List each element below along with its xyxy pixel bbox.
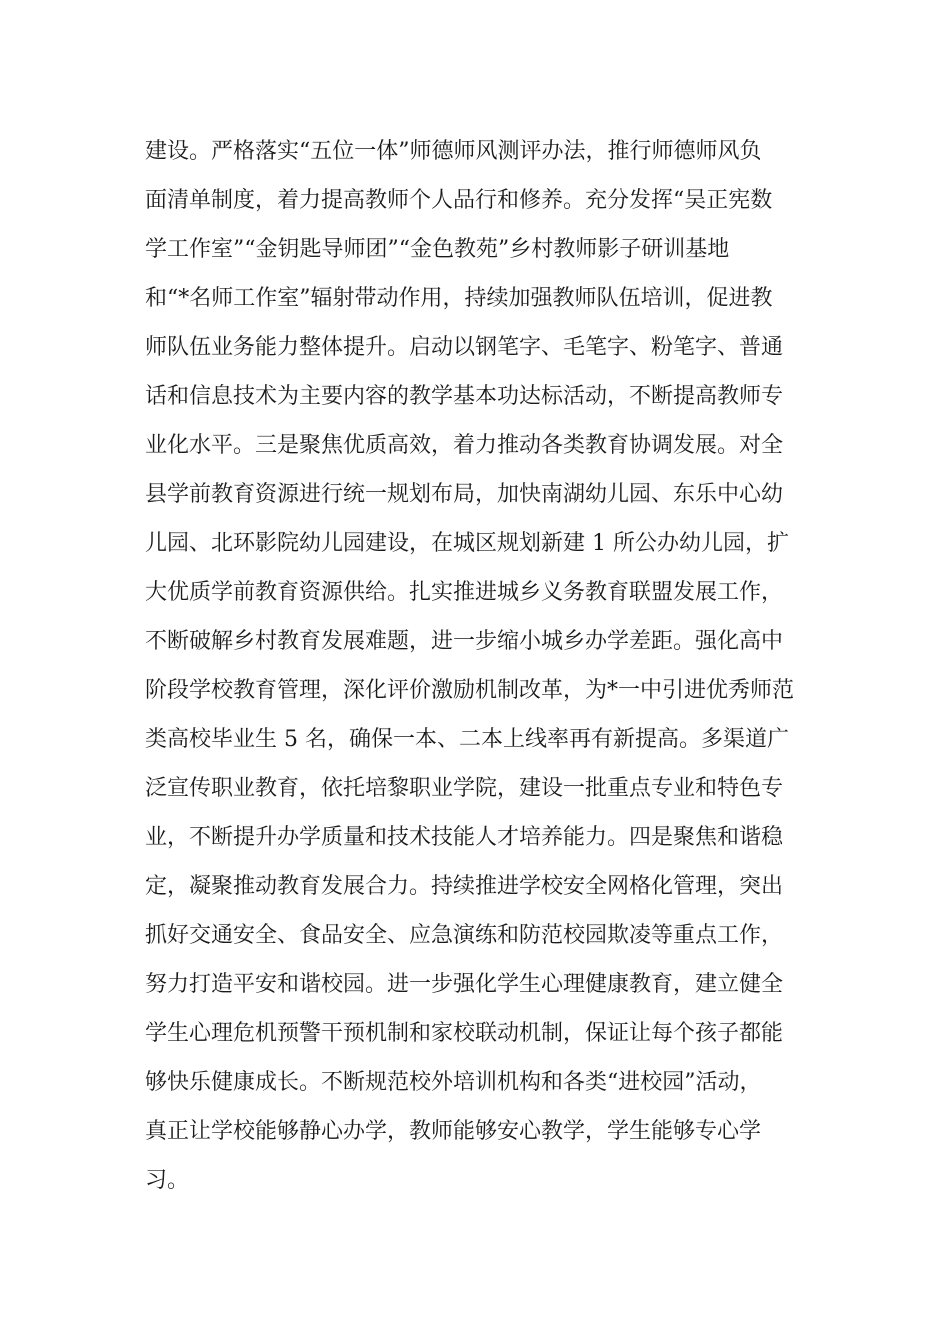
text-line: 抓好交通安全、食品安全、应急演练和防范校园欺凌等重点工作，: [145, 923, 784, 948]
text-line: 面清单制度，着力提高教师个人品行和修养。充分发挥“吴正宪数: [145, 188, 773, 213]
text-line: 师队伍业务能力整体提升。启动以钢笔字、毛笔字、粉笔字、普通: [145, 335, 784, 360]
text-line: 业化水平。三是聚焦优质高效，着力推动各类教育协调发展。对全: [145, 433, 784, 458]
text-line: 学生心理危机预警干预机制和家校联动机制，保证让每个孩子都能: [145, 1021, 784, 1046]
text-line: 定，凝聚推动教育发展合力。持续推进学校安全网格化管理，突出: [145, 874, 784, 899]
text-line: 真正让学校能够静心办学，教师能够安心教学，学生能够专心学: [145, 1119, 762, 1144]
body-paragraph: [145, 131, 810, 1209]
text-line: 和“*名师工作室”辐射带动作用，持续加强教师队伍培训，促进教: [145, 286, 773, 311]
text-line: 习。: [145, 1168, 190, 1193]
text-line: 大优质学前教育资源供给。扎实推进城乡义务教育联盟发展工作，: [145, 580, 784, 605]
text-line: 话和信息技术为主要内容的教学基本功达标活动，不断提高教师专: [145, 384, 784, 409]
text-line: 努力打造平安和谐校园。进一步强化学生心理健康教育，建立健全: [145, 972, 784, 997]
text-line: 够快乐健康成长。不断规范校外培训机构和各类“进校园”活动，: [145, 1070, 762, 1095]
text-line: 阶段学校教育管理，深化评价激励机制改革，为*一中引进优秀师范: [145, 678, 795, 703]
text-line: 不断破解乡村教育发展难题，进一步缩小城乡办学差距。强化高中: [145, 629, 784, 654]
text-line: 儿园、北环影院幼儿园建设，在城区规划新建 1 所公办幼儿园，扩: [145, 531, 789, 556]
text-line: 县学前教育资源进行统一规划布局，加快南湖幼儿园、东乐中心幼: [145, 482, 784, 507]
text-line: 学工作室”“金钥匙导师团”“金色教苑”乡村教师影子研训基地: [145, 237, 730, 262]
text-line: 类高校毕业生 5 名，确保一本、二本上线率再有新提高。多渠道广: [145, 727, 789, 752]
text-line: 业，不断提升办学质量和技术技能人才培养能力。四是聚焦和谐稳: [145, 825, 784, 850]
text-line: 建设。严格落实“五位一体”师德师风测评办法，推行师德师风负: [145, 139, 762, 164]
text-line: 泛宣传职业教育，依托培黎职业学院，建设一批重点专业和特色专: [145, 776, 784, 801]
